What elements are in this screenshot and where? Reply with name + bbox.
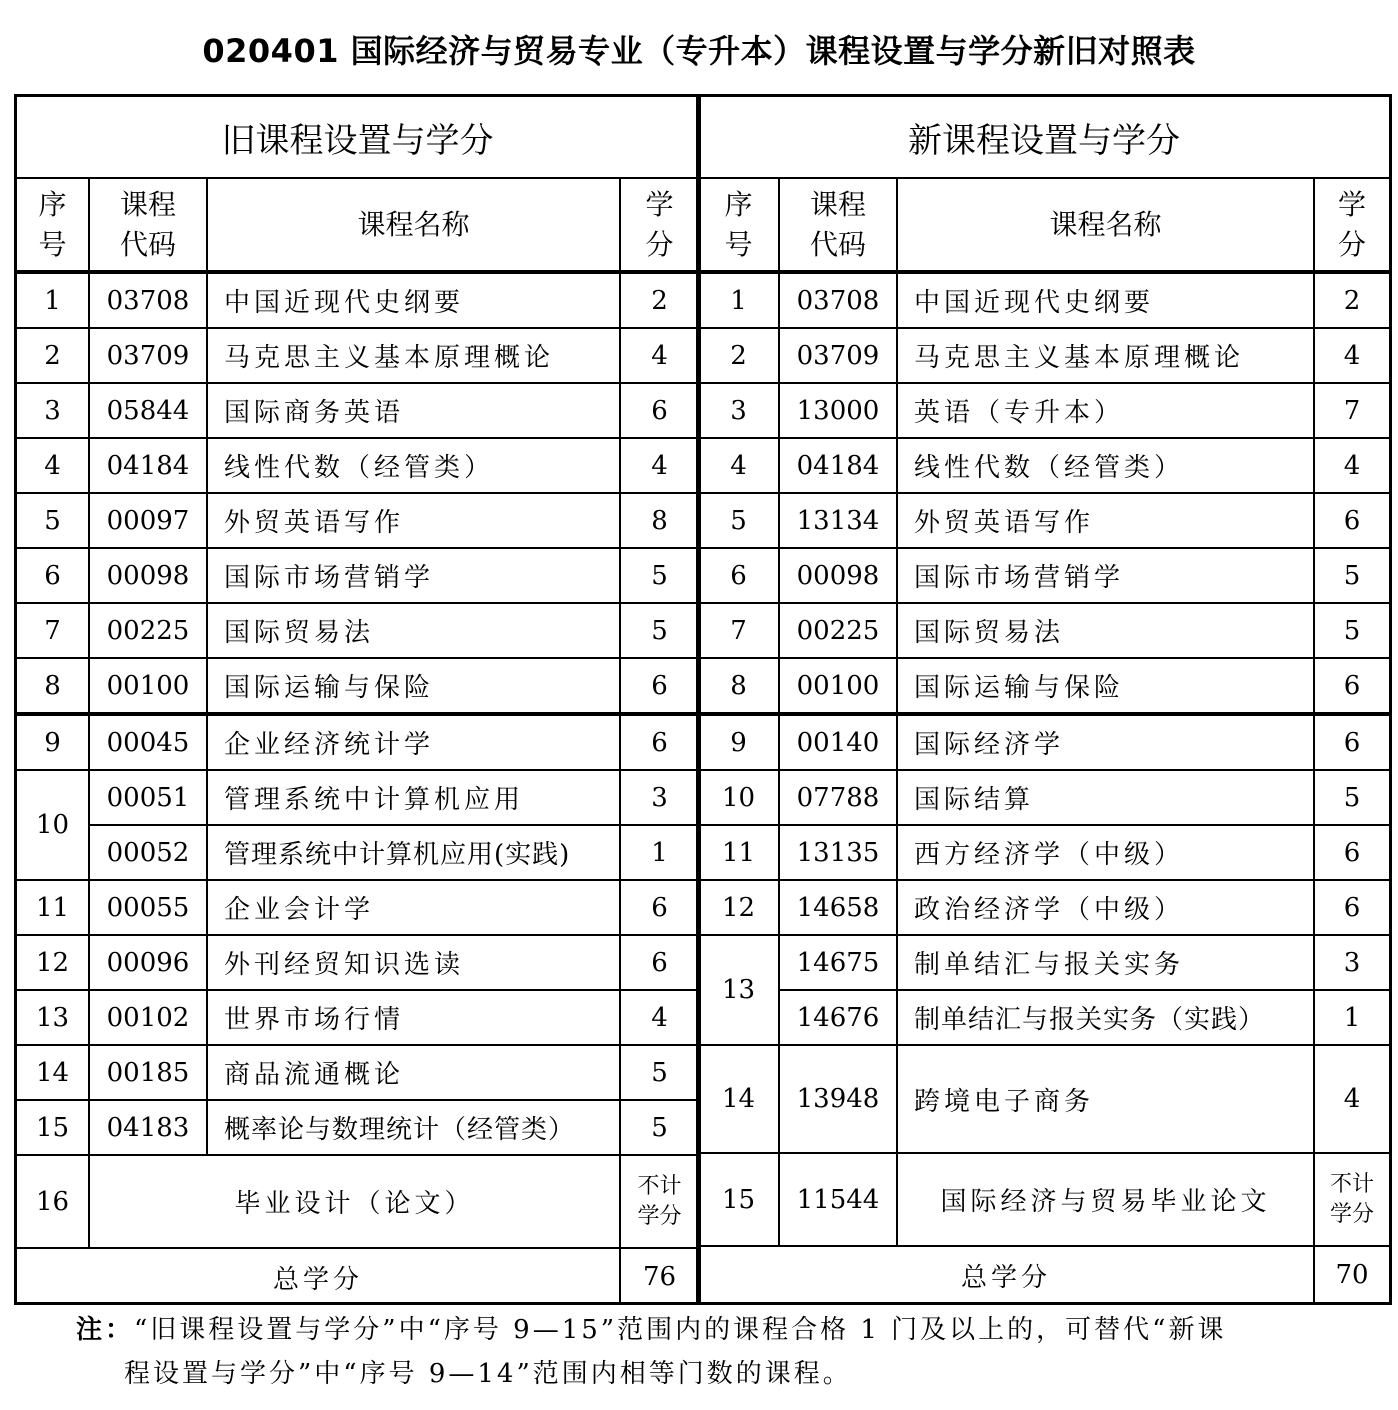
row-credit: 6 [620, 935, 698, 990]
row-code: 03709 [779, 328, 897, 383]
row-credit: 5 [620, 603, 698, 658]
row-seq: 10 [17, 770, 89, 880]
graduation-row [17, 1155, 698, 1248]
total-row [17, 1248, 698, 1305]
table-row [699, 328, 1389, 383]
row-name: 企业会计学 [207, 880, 620, 935]
row-code: 00098 [89, 548, 207, 603]
row-code: 07788 [779, 770, 897, 825]
row-name: 国际经济学 [897, 714, 1314, 770]
row-code: 00097 [89, 493, 207, 548]
table-row [699, 383, 1389, 438]
total-value: 70 [1314, 1246, 1389, 1303]
row-code: 00100 [779, 658, 897, 714]
row-seq: 2 [17, 328, 89, 383]
row-credit: 6 [1314, 880, 1389, 935]
footnote-line2: 程设置与学分”中“序号 9—14”范围内相等门数的课程。 [124, 1359, 852, 1389]
row-name: 概率论与数理统计（经管类） [207, 1100, 620, 1155]
table-row [17, 548, 698, 603]
table-row [17, 658, 698, 714]
new-seq-header: 序 号 [699, 178, 779, 272]
row-code: 13948 [779, 1045, 897, 1153]
row-credit: 5 [1314, 548, 1389, 603]
row-name: 政治经济学（中级） [897, 880, 1314, 935]
row-name: 外贸英语写作 [897, 493, 1314, 548]
new-code-header: 课程 代码 [779, 178, 897, 272]
table-row [699, 770, 1389, 825]
row-code: 14658 [779, 880, 897, 935]
table-row [17, 328, 698, 383]
row-name: 世界市场行情 [207, 990, 620, 1045]
row-seq: 11 [17, 880, 89, 935]
row-code: 03709 [89, 328, 207, 383]
graduation-row [699, 1153, 1389, 1246]
table-row [17, 272, 698, 328]
row-seq: 15 [699, 1153, 779, 1246]
row-seq: 6 [699, 548, 779, 603]
table-row [699, 714, 1389, 770]
table-row [17, 935, 698, 990]
table-row [699, 825, 1389, 880]
row-credit: 6 [1314, 658, 1389, 714]
table-row [699, 935, 1389, 990]
new-section-title: 新课程设置与学分 [699, 97, 1389, 178]
table-row [699, 438, 1389, 493]
row-seq: 14 [17, 1045, 89, 1100]
old-name-header: 课程名称 [207, 178, 620, 272]
row-name: 国际贸易法 [207, 603, 620, 658]
new-name-header: 课程名称 [897, 178, 1314, 272]
row-code: 00055 [89, 880, 207, 935]
row-name: 线性代数（经管类） [897, 438, 1314, 493]
row-code: 00225 [89, 603, 207, 658]
row-name: 毕业设计（论文） [89, 1155, 620, 1248]
row-seq: 13 [699, 935, 779, 1045]
row-seq: 8 [699, 658, 779, 714]
row-credit: 5 [620, 1045, 698, 1100]
table-row [17, 714, 698, 770]
table-row [17, 383, 698, 438]
row-name: 管理系统中计算机应用(实践) [207, 825, 620, 880]
old-code-header: 课程 代码 [89, 178, 207, 272]
row-credit: 3 [1314, 935, 1389, 990]
row-code: 00045 [89, 714, 207, 770]
row-name: 国际运输与保险 [207, 658, 620, 714]
row-credit: 6 [620, 880, 698, 935]
row-code: 00096 [89, 935, 207, 990]
row-seq: 3 [699, 383, 779, 438]
row-seq: 8 [17, 658, 89, 714]
row-credit: 4 [1314, 438, 1389, 493]
row-seq: 11 [699, 825, 779, 880]
row-credit: 4 [1314, 1045, 1389, 1153]
row-credit: 4 [620, 328, 698, 383]
row-code: 00100 [89, 658, 207, 714]
row-code: 13000 [779, 383, 897, 438]
row-credit: 不计 学分 [620, 1155, 698, 1248]
row-credit: 不计 学分 [1314, 1153, 1389, 1246]
table-row [699, 603, 1389, 658]
row-code: 13135 [779, 825, 897, 880]
row-seq: 9 [17, 714, 89, 770]
row-seq: 15 [17, 1100, 89, 1155]
row-seq: 2 [699, 328, 779, 383]
row-seq: 5 [17, 493, 89, 548]
row-code: 03708 [779, 272, 897, 328]
table-row [699, 1045, 1389, 1153]
total-value: 76 [620, 1248, 698, 1305]
row-seq: 6 [17, 548, 89, 603]
row-seq: 9 [699, 714, 779, 770]
row-credit: 5 [620, 1100, 698, 1155]
table-row [17, 493, 698, 548]
table-row [699, 493, 1389, 548]
row-name: 国际运输与保险 [897, 658, 1314, 714]
row-code: 14676 [779, 990, 897, 1045]
row-seq: 12 [699, 880, 779, 935]
row-name: 商品流通概论 [207, 1045, 620, 1100]
row-credit: 5 [1314, 770, 1389, 825]
row-seq: 16 [17, 1155, 89, 1248]
row-code: 00098 [779, 548, 897, 603]
row-code: 00185 [89, 1045, 207, 1100]
row-code: 04183 [89, 1100, 207, 1155]
table-row [17, 1045, 698, 1100]
row-seq: 7 [17, 603, 89, 658]
table-row [699, 990, 1389, 1045]
row-credit: 7 [1314, 383, 1389, 438]
row-seq: 1 [17, 272, 89, 328]
row-name: 国际结算 [897, 770, 1314, 825]
footnote-label: 注： [76, 1315, 135, 1345]
old-course-table [17, 97, 698, 1305]
row-credit: 1 [1314, 990, 1389, 1045]
total-row [699, 1246, 1389, 1303]
row-seq: 5 [699, 493, 779, 548]
row-seq: 10 [699, 770, 779, 825]
row-credit: 6 [1314, 825, 1389, 880]
row-seq: 3 [17, 383, 89, 438]
row-code: 00102 [89, 990, 207, 1045]
new-course-table [699, 97, 1389, 1303]
table-row [17, 770, 698, 825]
footnote-line1: “旧课程设置与学分”中“序号 9—15”范围内的课程合格 1 门及以上的，可替代“新课 [134, 1315, 1227, 1345]
row-name: 外刊经贸知识选读 [207, 935, 620, 990]
row-code: 11544 [779, 1153, 897, 1246]
row-credit: 5 [1314, 603, 1389, 658]
row-seq: 1 [699, 272, 779, 328]
table-row [17, 880, 698, 935]
row-name: 中国近现代史纲要 [897, 272, 1314, 328]
row-credit: 4 [620, 990, 698, 1045]
table-row [699, 658, 1389, 714]
row-seq: 7 [699, 603, 779, 658]
table-row [17, 990, 698, 1045]
row-code: 00140 [779, 714, 897, 770]
old-credit-header: 学 分 [620, 178, 698, 272]
row-name: 线性代数（经管类） [207, 438, 620, 493]
row-credit: 5 [620, 548, 698, 603]
table-row [699, 548, 1389, 603]
row-credit: 4 [1314, 328, 1389, 383]
row-name: 中国近现代史纲要 [207, 272, 620, 328]
table-row [17, 1100, 698, 1155]
row-code: 00225 [779, 603, 897, 658]
table-row [699, 880, 1389, 935]
row-seq: 12 [17, 935, 89, 990]
table-row [699, 272, 1389, 328]
row-credit: 2 [620, 272, 698, 328]
row-name: 企业经济统计学 [207, 714, 620, 770]
center-divider [696, 94, 701, 1305]
row-code: 05844 [89, 383, 207, 438]
row-name: 管理系统中计算机应用 [207, 770, 620, 825]
row-credit: 6 [620, 714, 698, 770]
row-credit: 4 [620, 438, 698, 493]
row-name: 国际贸易法 [897, 603, 1314, 658]
row-credit: 8 [620, 493, 698, 548]
row-credit: 6 [1314, 714, 1389, 770]
row-code: 04184 [89, 438, 207, 493]
row-name: 国际市场营销学 [207, 548, 620, 603]
row-credit: 6 [620, 383, 698, 438]
row-seq: 4 [699, 438, 779, 493]
row-seq: 14 [699, 1045, 779, 1153]
table-row [17, 438, 698, 493]
row-code: 13134 [779, 493, 897, 548]
row-name: 国际市场营销学 [897, 548, 1314, 603]
row-name: 马克思主义基本原理概论 [207, 328, 620, 383]
table-row [17, 825, 698, 880]
row-credit: 3 [620, 770, 698, 825]
row-name: 制单结汇与报关实务（实践） [897, 990, 1314, 1045]
total-label: 总学分 [699, 1246, 1314, 1303]
row-name: 英语（专升本） [897, 383, 1314, 438]
row-name: 马克思主义基本原理概论 [897, 328, 1314, 383]
total-label: 总学分 [17, 1248, 620, 1305]
row-name: 西方经济学（中级） [897, 825, 1314, 880]
old-seq-header: 序 号 [17, 178, 89, 272]
row-code: 00052 [89, 825, 207, 880]
row-credit: 1 [620, 825, 698, 880]
row-name: 国际商务英语 [207, 383, 620, 438]
row-code: 14675 [779, 935, 897, 990]
row-name: 跨境电子商务 [897, 1045, 1314, 1153]
new-credit-header: 学 分 [1314, 178, 1389, 272]
row-name: 外贸英语写作 [207, 493, 620, 548]
row-seq: 13 [17, 990, 89, 1045]
row-credit: 6 [1314, 493, 1389, 548]
row-seq: 4 [17, 438, 89, 493]
row-name: 制单结汇与报关实务 [897, 935, 1314, 990]
row-code: 04184 [779, 438, 897, 493]
page-title: 020401 国际经济与贸易专业（专升本）课程设置与学分新旧对照表 [202, 32, 1196, 70]
row-name: 国际经济与贸易毕业论文 [897, 1153, 1314, 1246]
row-credit: 2 [1314, 272, 1389, 328]
row-credit: 6 [620, 658, 698, 714]
footnote [76, 1308, 1366, 1396]
old-section-title: 旧课程设置与学分 [17, 97, 698, 178]
row-code: 03708 [89, 272, 207, 328]
row-code: 00051 [89, 770, 207, 825]
table-row [17, 603, 698, 658]
